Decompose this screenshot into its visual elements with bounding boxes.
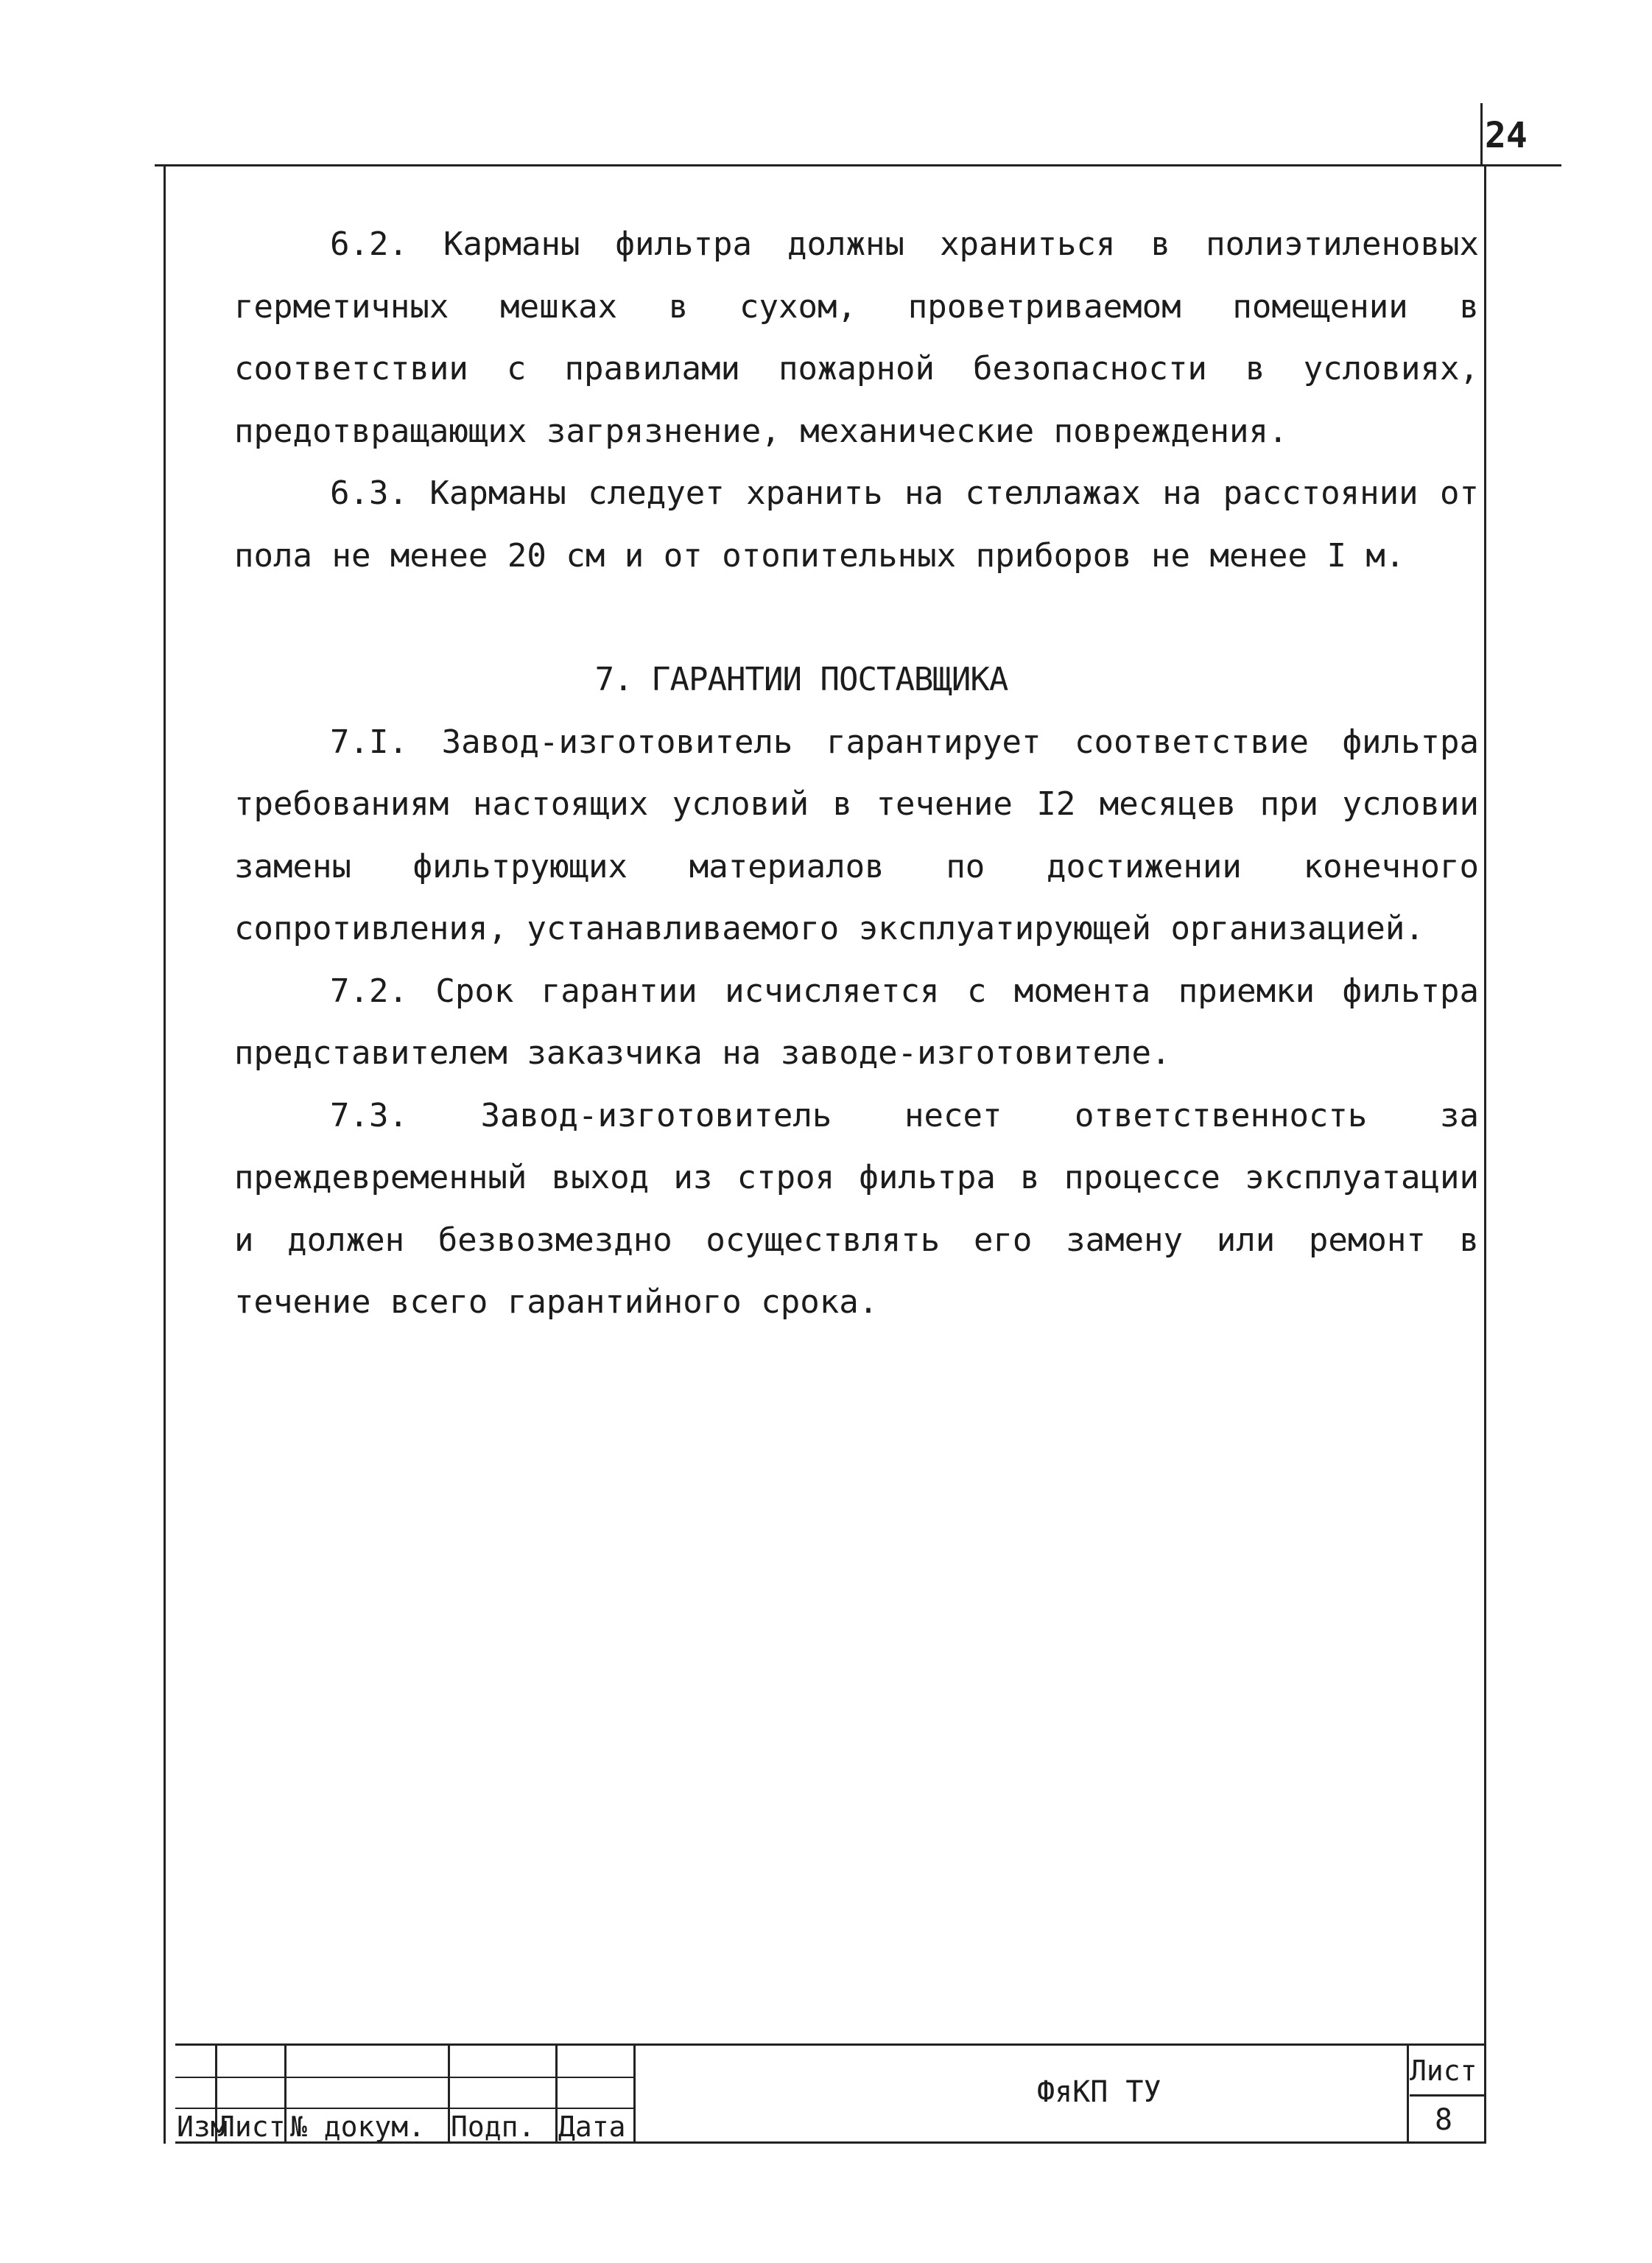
paragraph-6-3: 6.3. Карманы следует хранить на стеллажах на расстоянии от пола не менее 20 см и от отопительных приборов не менее I м.: [234, 474, 1479, 575]
title-block: [175, 2043, 1486, 2144]
paragraph-7-2: 7.2. Срок гарантии исчисляется с момента приемки фильтра представителем заказчика на заводе-изготовителе.: [234, 972, 1479, 1072]
paragraph-7-3: 7.3. Завод-изготовитель несет ответственность за преждевременный выход из строя фильтра в процессе эксплуатации и должен безвозмездно осуществлять его замену или ремонт в течение всего гарантийного срока.: [234, 1096, 1479, 1321]
sheet-cell-divider: [1410, 2094, 1486, 2097]
section-heading-7: 7. ГАРАНТИИ ПОСТАВЩИКА: [594, 661, 1008, 698]
title-block-label-signature: Подп.: [451, 2111, 535, 2143]
sheet-label: Лист: [1410, 2055, 1477, 2087]
title-block-label-sheet: Лист: [218, 2111, 286, 2143]
title-block-label-date: Дата: [558, 2111, 626, 2143]
title-block-column-line: [633, 2046, 636, 2141]
page-number: 24: [1485, 115, 1528, 156]
document-body: [234, 214, 1479, 1334]
title-block-label-document: № докум.: [290, 2111, 426, 2143]
sheet-number: 8: [1435, 2103, 1453, 2137]
page-number-divider: [1480, 103, 1483, 165]
title-block-row-line: [175, 2108, 633, 2109]
title-block-column-line: [1407, 2046, 1409, 2141]
document-code: ФяКП ТУ: [1037, 2075, 1161, 2109]
title-block-column-line: [555, 2046, 558, 2141]
title-block-column-line: [448, 2046, 450, 2141]
paragraph-7-1: 7.I. Завод-изготовитель гарантирует соответствие фильтра требованиям настоящих условий в течение I2 месяцев при условии замены фильтрующих материалов по достижении конечного сопротивления, устанавливаемого эксплуатирующей организацией.: [234, 723, 1479, 947]
title-block-label-change: Изм: [177, 2111, 228, 2143]
title-block-row-line: [175, 2077, 633, 2078]
paragraph-6-2: 6.2. Карманы фильтра должны храниться в полиэтиленовых герметичных мешках в сухом, проветриваемом помещении в соответствии с правилами пожарной безопасности в условиях, предотвращающих загрязнение, механические повреждения.: [234, 225, 1479, 450]
